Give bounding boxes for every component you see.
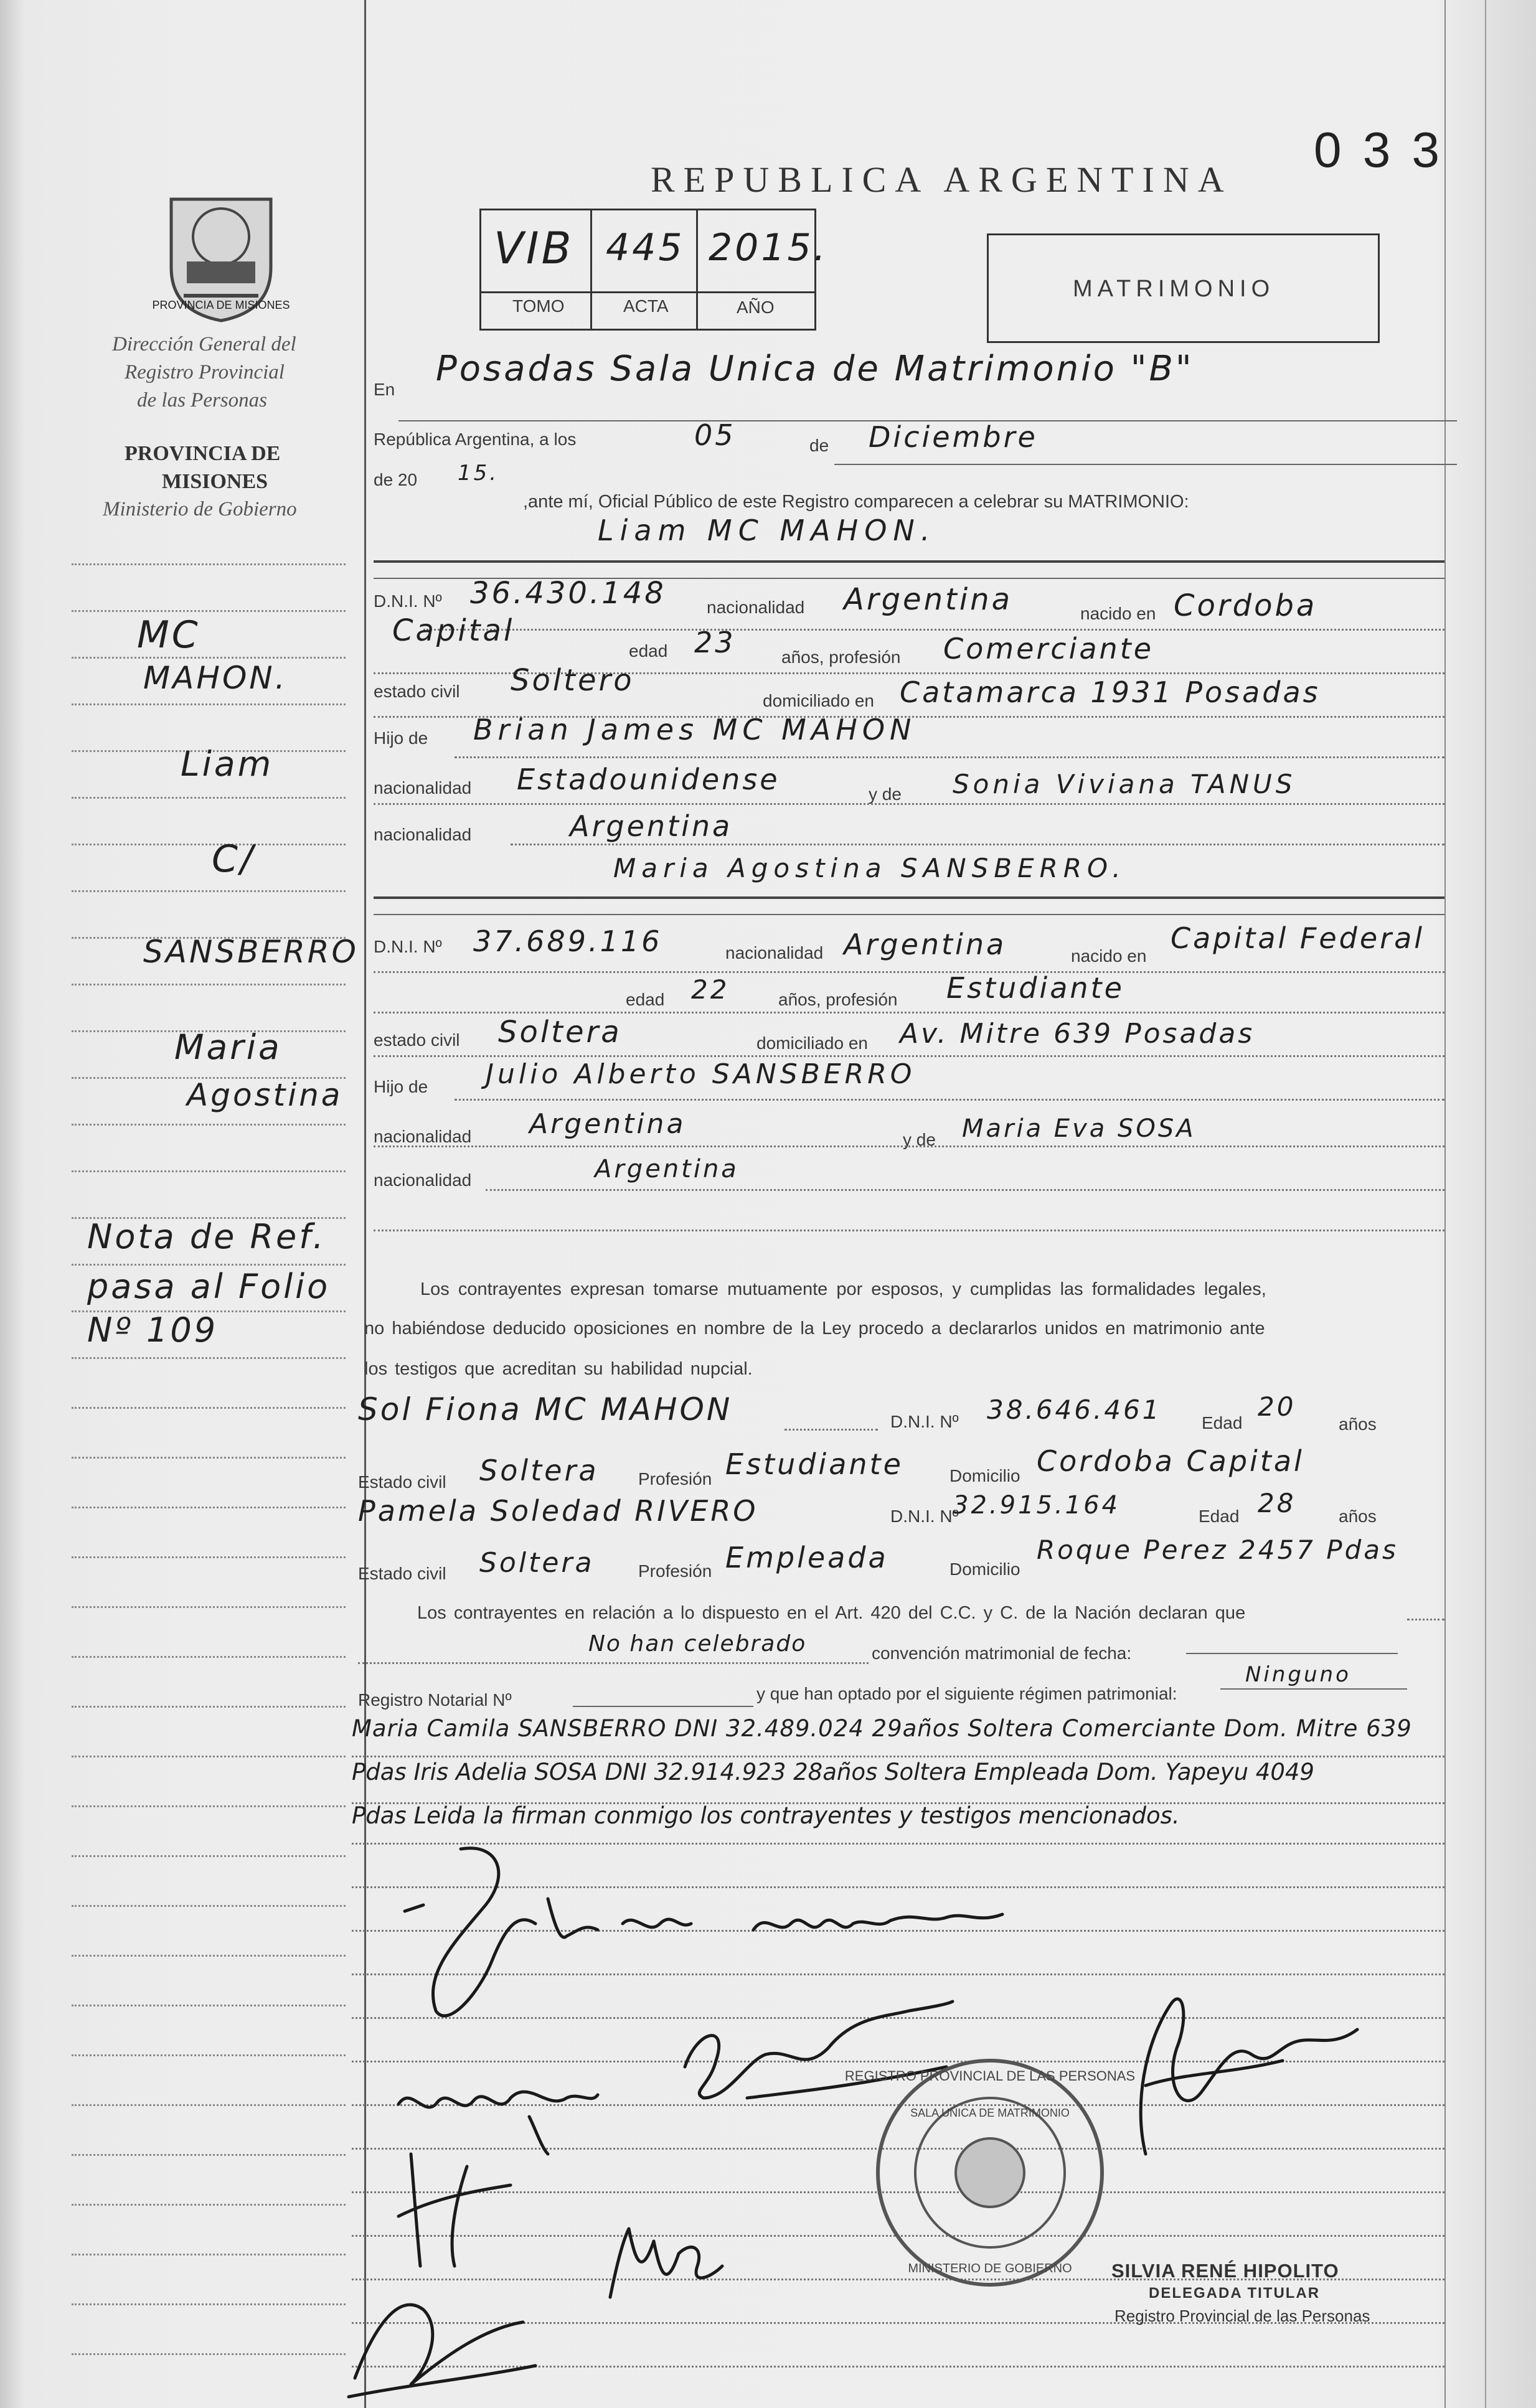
officer-title: DELEGADA TITULAR (1149, 2285, 1321, 2302)
margin-note-surname-2: MAHON. (143, 660, 288, 696)
bride-estado-civil: Soltera (498, 1015, 622, 1050)
bride-nacido-label: nacido en (1071, 946, 1147, 966)
bride-padre: Julio Alberto SANSBERRO (486, 1058, 916, 1090)
bride-nac-padre: Argentina (529, 1108, 686, 1140)
left-margin-line (364, 0, 366, 2408)
bride-nac-madre: Argentina (595, 1155, 739, 1183)
witness-1-civil-label: Estado civil (358, 1472, 446, 1492)
dir-line-2: Registro Provincial (125, 361, 285, 383)
bride-dni: 37.689.116 (473, 924, 662, 958)
witness-1-dni: 38.646.461 (987, 1394, 1162, 1425)
year-suffix: 15. (458, 461, 499, 486)
bride-domicilio: Av. Mitre 639 Posadas (900, 1018, 1255, 1050)
dir-line-1: Dirección General del (112, 333, 296, 355)
bride-edad: 22 (691, 974, 730, 1005)
groom-edad: 23 (694, 626, 736, 659)
page-number: 0 3 3 (1314, 122, 1443, 177)
witness-1-name: Sol Fiona MC MAHON (358, 1391, 733, 1427)
groom-edad-label: edad (629, 641, 668, 661)
groom-nac-padre-label: nacionalidad (374, 778, 472, 797)
witness-1-domicilio: Cordoba Capital (1037, 1444, 1304, 1478)
margin-note-surname-1: MC (137, 613, 200, 657)
witness-2-dni-label: D.N.I. Nº (890, 1507, 959, 1526)
note-line-1: Maria Camila SANSBERRO DNI 32.489.024 29años Soltera Comerciante Dom. Mitre 639 (352, 1715, 1412, 1742)
day: 05 (694, 418, 736, 452)
note-line-2: Pdas Iris Adelia SOSA DNI 32.914.923 28años Soltera Empleada Dom. Yapeyu 4049 (352, 1759, 1314, 1785)
regime-line-2: convención matrimonial de fecha: (872, 1644, 1132, 1663)
witness-1-anios-label: años (1339, 1414, 1377, 1434)
registry-stamp (844, 2054, 1136, 2291)
regime-hand-2: Ninguno (1245, 1662, 1351, 1687)
bride-yde-label: y de (903, 1130, 936, 1149)
signature-groom (542, 1886, 1015, 1961)
groom-civil-label: estado civil (374, 682, 460, 701)
province-line-2: MISIONES (162, 470, 268, 493)
declaration-line-1: Los contrayentes expresan tomarse mutuamente por esposos, y cumplidas las formalidades legales, (420, 1279, 1266, 1299)
signature-witness-3 (598, 2204, 747, 2316)
acta-label: ACTA (623, 296, 669, 316)
witness-1-edad: 20 (1258, 1391, 1296, 1422)
right-margin-line (1444, 0, 1446, 2408)
groom-nac-madre: Argentina (570, 809, 733, 843)
witness-2-edad: 28 (1258, 1488, 1296, 1518)
ref-note-3: Nº 109 (87, 1310, 219, 1350)
groom-nacionalidad: Argentina (844, 582, 1012, 617)
bride-madre: Maria Eva SOSA (962, 1114, 1196, 1143)
regime-line-1: Los contrayentes en relación a lo dispuesto en el Art. 420 del C.C. y C. de la Nación declaran que (417, 1603, 1246, 1623)
groom-dom-label: domiciliado en (763, 691, 874, 710)
signature-witness-4 (336, 2254, 548, 2403)
groom-padre: Brian James MC MAHON (473, 713, 916, 746)
declaration-line-3: los testigos que acreditan su habilidad nupcial. (364, 1359, 753, 1379)
province-seal-icon (152, 187, 290, 324)
tomo-label: TOMO (512, 296, 565, 316)
witness-2-edad-label: Edad (1199, 1507, 1240, 1526)
groom-lugar2: Capital (392, 613, 515, 648)
ref-note-2: pasa al Folio (87, 1267, 331, 1306)
margin-note-firstname: Liam (181, 744, 274, 784)
witness-1-dni-label: D.N.I. Nº (890, 1412, 959, 1431)
groom-hijo-label: Hijo de (374, 728, 428, 748)
stamp-ring-text: REGISTRO PROVINCIAL DE LAS PERSONAS (844, 2068, 1136, 2084)
witness-2-domicilio-label: Domicilio (949, 1559, 1020, 1579)
province-line-1: PROVINCIA DE (125, 442, 281, 465)
margin-note-con: C/ (212, 837, 256, 881)
ref-note-1: Nota de Ref. (87, 1217, 326, 1256)
groom-nacido: Cordoba (1174, 588, 1317, 623)
bride-hijo-label: Hijo de (374, 1077, 428, 1096)
declaration-line-2: no habiéndose deducido oposiciones en nombre de la Ley procedo a declararlos unidos en matrimonio ante (364, 1319, 1265, 1338)
witness-2-anios-label: años (1339, 1507, 1377, 1526)
margin-note-bride-name-1: Maria (174, 1027, 282, 1067)
country-title: REPUBLICA ARGENTINA (651, 159, 1233, 200)
witness-2-civil-label: Estado civil (358, 1564, 446, 1583)
groom-nac-madre-label: nacionalidad (374, 825, 472, 844)
stamp-bottom-text: MINISTERIO DE GOBIERNO (908, 2262, 1072, 2275)
witness-2-profesion-label: Profesión (638, 1561, 712, 1581)
witness-2-profesion: Empleada (725, 1541, 888, 1574)
regnot-label: Registro Notarial Nº (358, 1690, 512, 1710)
seal-text: PROVINCIA DE MISIONES (152, 299, 290, 311)
groom-nac-padre: Estadounidense (517, 763, 780, 796)
witness-1-domicilio-label: Domicilio (949, 1466, 1020, 1485)
ante-text: ,ante mí, Oficial Público de este Registro comparecen a celebrar su MATRIMONIO: (523, 492, 1189, 512)
de20-label: de 20 (374, 470, 418, 489)
witness-1-profesion-label: Profesión (638, 1469, 712, 1489)
bride-name: Maria Agostina SANSBERRO. (613, 853, 1126, 883)
groom-madre: Sonia Viviana TANUS (953, 769, 1296, 799)
witness-2-name: Pamela Soledad RIVERO (358, 1494, 758, 1528)
signature-officer-1 (386, 1837, 548, 2036)
bride-civil-label: estado civil (374, 1030, 460, 1050)
margin-note-bride-surname: SANSBERRO (143, 934, 359, 970)
note-line-3: Pdas Leida la firman conmigo los contrayentes y testigos mencionados. (352, 1802, 1180, 1829)
place: Posadas Sala Unica de Matrimonio "B" (436, 349, 1194, 389)
groom-yde-label: y de (869, 784, 902, 804)
anio-label: AÑO (737, 298, 775, 317)
groom-name: Liam MC MAHON. (598, 514, 936, 547)
witness-1-edad-label: Edad (1202, 1413, 1243, 1432)
republica-label: República Argentina, a los (374, 430, 577, 449)
officer-name: SILVIA RENÉ HIPOLITO (1111, 2260, 1339, 2282)
groom-nacido-label: nacido en (1080, 604, 1156, 623)
de-label: de (809, 436, 829, 455)
groom-dni: 36.430.148 (470, 576, 666, 611)
registry-box (479, 209, 828, 331)
witness-1-profesion: Estudiante (725, 1447, 903, 1481)
bride-nac-padre-label: nacionalidad (374, 1127, 472, 1146)
stamp-inner-text: SALA UNICA DE MATRIMONIO (910, 2107, 1070, 2119)
signature-officer-2 (1108, 1980, 1370, 2166)
bride-profesion: Estudiante (946, 971, 1124, 1005)
month: Diciembre (869, 420, 1038, 454)
dir-line-3: de las Personas (137, 389, 267, 412)
officer-office: Registro Provincial de las Personas (1114, 2307, 1370, 2325)
regime-hand-1: No han celebrado (588, 1631, 807, 1657)
bride-nacido: Capital Federal (1171, 921, 1425, 955)
margin-note-bride-name-2: Agostina (187, 1077, 343, 1113)
regime-line-3: y que han optado por el siguiente régimen patrimonial: (756, 1684, 1177, 1703)
groom-profesion: Comerciante (943, 632, 1154, 665)
tomo-value: VIB (494, 223, 574, 274)
groom-domicilio: Catamarca 1931 Posadas (900, 675, 1321, 709)
witness-2-domicilio: Roque Perez 2457 Pdas (1037, 1535, 1398, 1565)
bride-nacionalidad: Argentina (844, 928, 1007, 961)
groom-anios-label: años, profesión (781, 647, 901, 667)
doc-type-box (987, 233, 1380, 343)
witness-1-estado-civil: Soltera (479, 1454, 599, 1487)
acta-value: 445 (606, 226, 685, 270)
bride-anios-label: años, profesión (778, 990, 898, 1009)
bride-dom-label: domiciliado en (756, 1033, 868, 1053)
groom-nac-label: nacionalidad (707, 598, 805, 617)
en-label: En (374, 380, 395, 399)
bride-edad-label: edad (626, 990, 665, 1009)
anio-value: 2015. (709, 226, 828, 270)
witness-2-dni: 32.915.164 (953, 1491, 1121, 1520)
bride-nac-madre-label: nacionalidad (374, 1170, 472, 1190)
ministry: Ministerio de Gobierno (103, 498, 297, 520)
bride-dni-label: D.N.I. Nº (374, 937, 442, 956)
groom-estado-civil: Soltero (511, 663, 634, 698)
witness-2-estado-civil: Soltera (479, 1547, 595, 1579)
page-edge-line (1485, 0, 1486, 2408)
groom-dni-label: D.N.I. Nº (374, 591, 442, 611)
doc-type: MATRIMONIO (1073, 276, 1275, 302)
bride-nac-label: nacionalidad (725, 943, 824, 962)
